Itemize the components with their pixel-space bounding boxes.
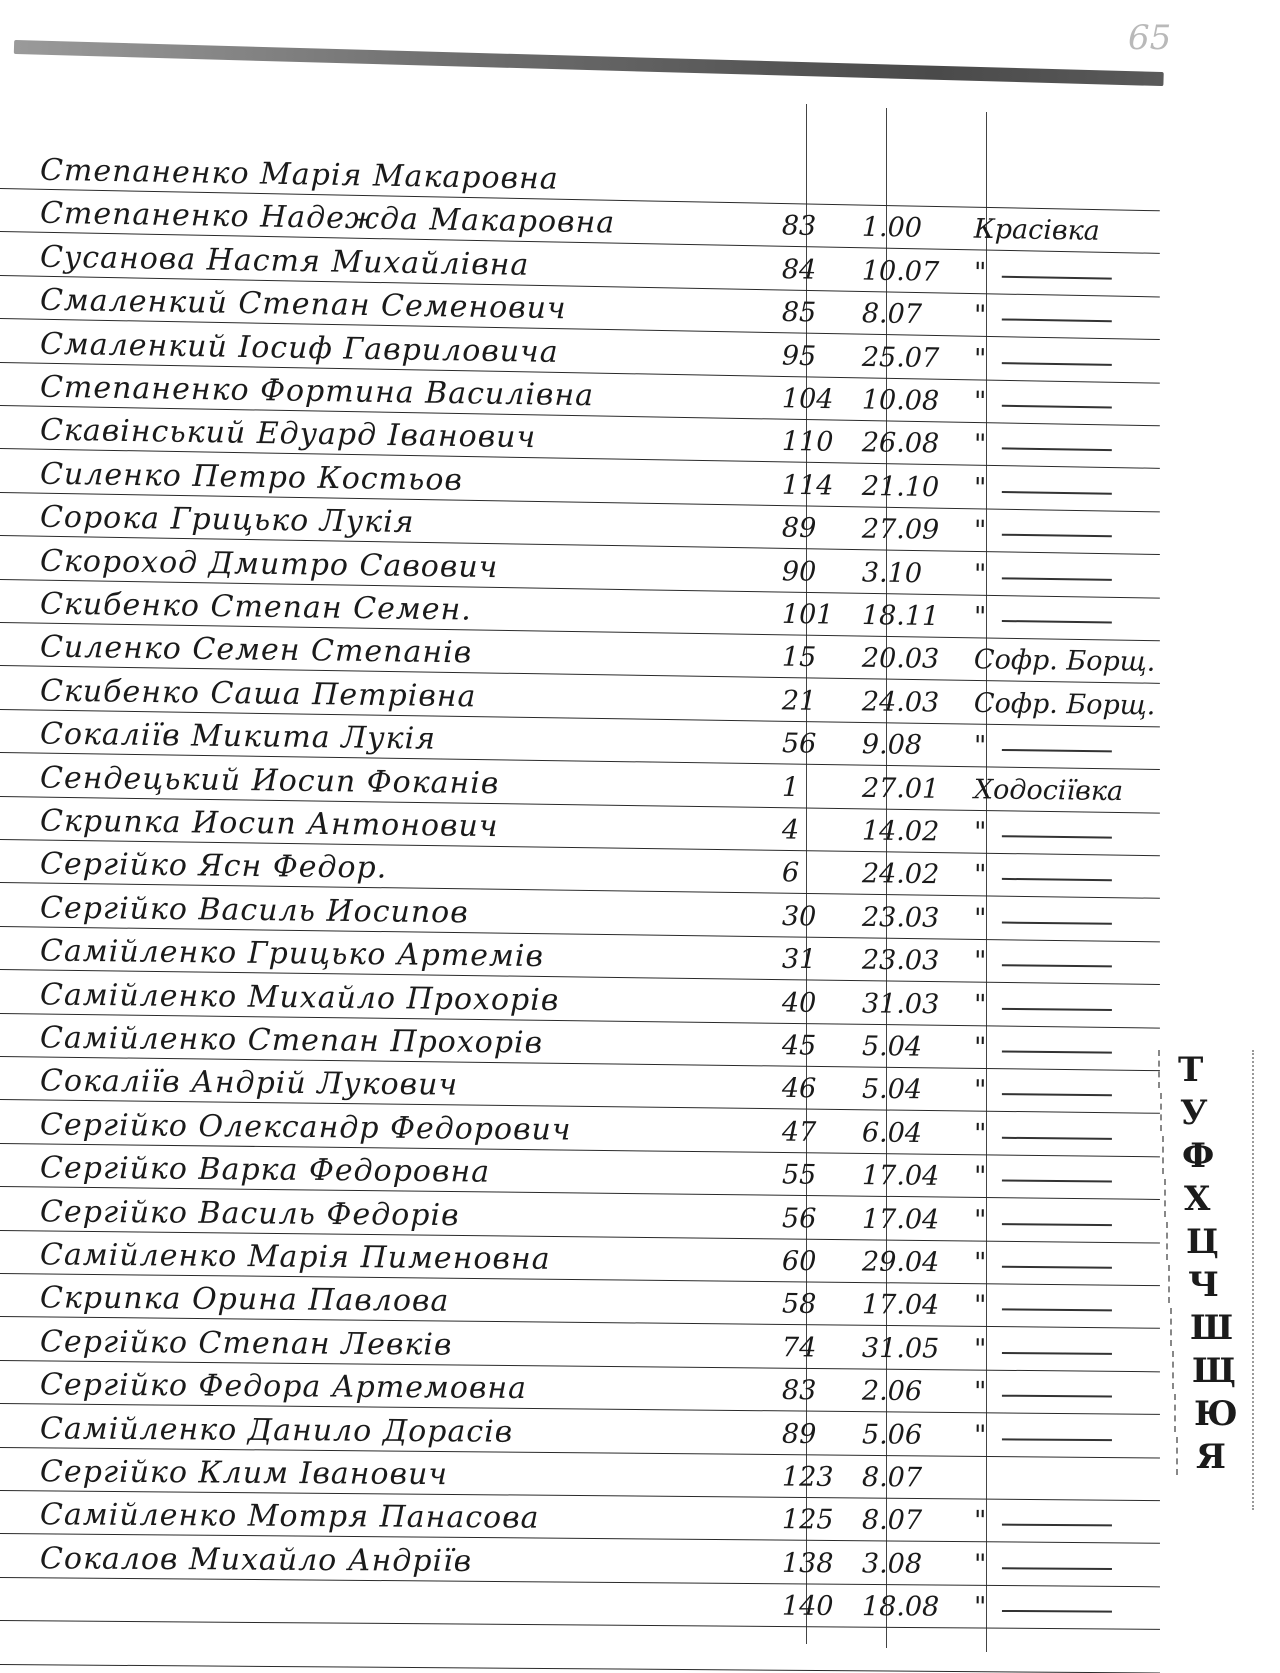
entry-number: 125 [781, 1504, 834, 1536]
entry-date: 5.04 [861, 1031, 923, 1063]
index-tab[interactable]: Х [1164, 1179, 1256, 1217]
ditto-dash [1002, 878, 1112, 881]
entry-number: 6 [781, 857, 800, 889]
entry-date: 10.08 [861, 384, 940, 417]
ditto-dash [1002, 835, 1112, 838]
entry-number: 55 [781, 1159, 817, 1191]
entry-place: " [973, 1161, 987, 1193]
entry-place: " [973, 386, 987, 418]
entry-number: 89 [781, 512, 817, 545]
entry-place: Ходосіївка [973, 773, 1124, 807]
entry-date: 3.08 [861, 1548, 923, 1580]
entry-place: Красівка [973, 214, 1101, 248]
entry-place: " [973, 1419, 987, 1451]
entry-place: " [973, 1548, 987, 1580]
entry-date: 25.07 [861, 341, 940, 374]
index-tab[interactable]: Т [1158, 1050, 1250, 1088]
entry-name: Сергійко Варка Федоровна [39, 1150, 491, 1190]
ditto-dash [1002, 276, 1112, 280]
entry-number: 84 [781, 253, 817, 286]
entry-name: Сусанова Настя Михайлівна [39, 239, 530, 283]
ditto-dash [1002, 534, 1112, 538]
ditto-dash [1002, 1610, 1112, 1613]
entry-number: 1 [781, 771, 800, 803]
entry-number: 83 [781, 1375, 817, 1407]
entry-name: Сергійко Ясн Федор. [39, 846, 388, 886]
ditto-dash [1002, 448, 1112, 452]
entry-date: 2.06 [861, 1375, 923, 1408]
ditto-dash [1002, 1007, 1112, 1010]
entry-name: Сергійко Клим Іванович [39, 1454, 449, 1493]
entry-date: 24.02 [861, 858, 940, 891]
entry-name: Сорока Грицько Лукія [39, 499, 415, 541]
entry-number: 56 [781, 1202, 817, 1235]
entry-date: 23.03 [861, 901, 940, 934]
entry-number: 114 [781, 469, 834, 502]
top-binding-strip [14, 40, 1164, 86]
ditto-dash [1002, 1567, 1112, 1570]
entry-date: 23.03 [861, 944, 940, 977]
alphabet-index-tabs [1158, 1050, 1258, 1510]
entry-name: Сокаліїв Микита Лукія [39, 716, 437, 757]
ditto-dash [1002, 1223, 1112, 1226]
entry-name: Сергійко Степан Левків [39, 1324, 453, 1363]
entry-name: Скибенко Степан Семен. [39, 586, 473, 628]
entry-row [0, 1493, 1150, 1543]
entry-name: Степаненко Фортина Василівна [39, 369, 595, 414]
ruled-line [0, 1664, 1160, 1673]
ditto-dash [1002, 1050, 1112, 1053]
entry-number: 83 [781, 210, 817, 243]
entry-name: Сергійко Федора Артемовна [39, 1367, 528, 1407]
entry-place: " [973, 558, 987, 590]
entry-name: Сергійко Василь Иосипов [39, 890, 469, 931]
entry-date: 9.08 [861, 729, 923, 762]
entry-number: 74 [781, 1332, 817, 1364]
entry-row [0, 1363, 1150, 1414]
entry-number: 40 [781, 987, 817, 1019]
entry-place: " [973, 1075, 987, 1107]
ditto-dash [1002, 964, 1112, 967]
entry-place: " [973, 1333, 987, 1365]
entry-name: Скавінський Едуард Іванович [39, 413, 537, 456]
entry-date: 27.01 [861, 772, 940, 805]
index-tab[interactable]: Ю [1174, 1394, 1266, 1432]
entry-name: Степаненко Надежда Макаровна [39, 196, 616, 241]
entry-date: 26.08 [861, 427, 940, 460]
entry-date: 29.04 [861, 1246, 940, 1279]
entry-place: " [973, 1376, 987, 1408]
entry-date: 17.04 [861, 1203, 940, 1236]
ditto-dash [1002, 1395, 1112, 1398]
index-tab[interactable]: Я [1176, 1437, 1268, 1475]
entry-row [0, 1450, 1150, 1500]
entry-place: " [973, 1032, 987, 1064]
entry-place: Софр. Борщ. [973, 687, 1156, 722]
entry-place: " [973, 859, 987, 892]
entry-date [862, 169, 972, 171]
entry-name: Сендецький Иосип Фоканів [39, 760, 500, 801]
entry-place: " [973, 903, 987, 935]
entry-date: 31.03 [861, 987, 940, 1020]
entry-row [0, 1407, 1150, 1457]
entry-date: 17.04 [861, 1289, 940, 1322]
entry-name: Скороход Дмитро Савович [39, 543, 499, 585]
ditto-dash [1002, 491, 1112, 495]
entry-name: Смаленкий Іосиф Гавриловича [39, 326, 559, 370]
entry-number: 47 [781, 1116, 817, 1148]
entry-number: 45 [781, 1030, 817, 1062]
ditto-dash [1002, 1266, 1112, 1269]
entry-name: Скрипка Орина Павлова [39, 1280, 450, 1320]
entry-number: 95 [781, 340, 817, 372]
entry-date: 10.07 [861, 255, 940, 288]
index-tab[interactable]: Ч [1168, 1265, 1260, 1303]
entry-number: 31 [781, 943, 817, 976]
ditto-dash [1002, 1137, 1112, 1140]
entry-date: 24.03 [861, 686, 940, 719]
ditto-dash [1002, 1094, 1112, 1097]
entry-number: 4 [781, 814, 800, 846]
entry-number: 46 [781, 1073, 817, 1105]
entry-date: 8.07 [861, 298, 923, 331]
entry-name: Самійленко Мотря Панасова [39, 1497, 540, 1536]
entry-date: 21.10 [861, 470, 940, 503]
ditto-dash [1002, 577, 1112, 581]
entry-name: Силенко Семен Степанів [39, 629, 473, 671]
entry-name: Сергійко Василь Федорів [39, 1193, 460, 1233]
entry-place: " [973, 472, 987, 504]
entry-date: 5.04 [861, 1074, 923, 1106]
ditto-dash [1002, 921, 1112, 924]
entry-number: 90 [781, 555, 817, 588]
entry-name: Скибенко Саша Петрівна [39, 673, 477, 715]
ditto-dash [1002, 319, 1112, 323]
entry-number: 138 [781, 1547, 834, 1580]
entry-number: 56 [781, 728, 817, 760]
entry-date: 14.02 [861, 815, 940, 848]
entry-number: 15 [781, 642, 817, 674]
index-tab[interactable]: Ц [1166, 1222, 1258, 1260]
entry-place: " [973, 515, 987, 547]
entry-place: " [973, 730, 987, 762]
entry-place: " [973, 946, 987, 978]
entry-number: 21 [781, 685, 817, 717]
entry-name: Сокалов Михайло Андріїв [39, 1541, 473, 1579]
entry-number: 58 [781, 1288, 817, 1321]
entry-date: 27.09 [861, 513, 940, 546]
entry-name: Сергійко Олександр Федорович [39, 1107, 572, 1148]
entry-place: " [973, 429, 987, 461]
entry-place: " [973, 1591, 987, 1624]
entry-date: 20.03 [861, 643, 940, 676]
entry-place: " [973, 1247, 987, 1279]
entry-name: Скрипка Иосип Антонович [39, 803, 499, 845]
entry-name: Самійленко Грицько Артемів [39, 933, 545, 975]
entry-date: 8.07 [861, 1505, 923, 1537]
entry-date: 3.10 [861, 556, 923, 589]
index-tab[interactable]: Ф [1162, 1136, 1254, 1174]
index-tab[interactable]: У [1160, 1093, 1252, 1131]
entry-place: " [973, 1290, 987, 1322]
ditto-dash [1002, 1352, 1112, 1355]
entry-date: 18.08 [861, 1591, 940, 1623]
entry-place: " [973, 816, 987, 849]
entry-date: 8.07 [861, 1462, 923, 1494]
entry-row [0, 1276, 1150, 1328]
entry-place: " [973, 257, 987, 289]
page-number: 65 [1128, 18, 1172, 58]
ditto-dash [1002, 749, 1112, 752]
entry-date: 31.05 [861, 1332, 940, 1365]
entry-number: 30 [781, 900, 817, 933]
entry-number: 104 [781, 383, 834, 416]
entry-number: 60 [781, 1245, 817, 1278]
entry-number: 89 [781, 1418, 817, 1450]
entry-place: " [973, 1505, 987, 1537]
entry-number: 110 [781, 426, 834, 459]
entry-name: Самійленко Данило Дорасів [39, 1410, 514, 1450]
ditto-dash [1002, 1309, 1112, 1312]
entry-place: " [973, 343, 987, 375]
entry-name: Самійленко Марія Пименовна [39, 1237, 551, 1277]
ditto-dash [1002, 405, 1112, 409]
ditto-dash [1002, 362, 1112, 366]
entry-number: 85 [781, 297, 817, 329]
ditto-dash [1002, 1180, 1112, 1183]
entry-place: " [973, 601, 987, 633]
entry-name: Степаненко Марія Макаровна [39, 152, 559, 197]
entry-date: 1.00 [861, 212, 923, 245]
entry-number: 123 [781, 1461, 834, 1493]
entry-place: " [973, 300, 987, 332]
entry-place: " [973, 989, 987, 1021]
entry-place: " [973, 1118, 987, 1150]
ditto-dash [1002, 1524, 1112, 1527]
index-tab[interactable]: Щ [1172, 1351, 1264, 1389]
entry-row [0, 1537, 1150, 1586]
entry-date: 6.04 [861, 1117, 923, 1149]
entry-name: Самійленко Степан Прохорів [39, 1020, 544, 1061]
entry-date: 18.11 [861, 600, 940, 633]
entry-place: Софр. Борщ. [973, 644, 1156, 679]
entry-name: Смаленкий Степан Семенович [39, 282, 567, 327]
ditto-dash [1002, 1438, 1112, 1441]
entry-place: " [973, 1204, 987, 1236]
entry-name: Сокаліїв Андрій Лукович [39, 1063, 459, 1104]
index-tab[interactable]: Ш [1170, 1308, 1262, 1346]
entry-number: 101 [781, 598, 834, 631]
entry-row [0, 1580, 1150, 1629]
ditto-dash [1002, 620, 1112, 624]
entry-name: Силенко Петро Костьов [39, 456, 464, 498]
entry-name: Самійленко Михайло Прохорів [39, 977, 560, 1018]
entry-number [782, 168, 852, 169]
entry-number: 140 [781, 1590, 834, 1623]
entry-date: 5.06 [861, 1418, 923, 1451]
entry-date: 17.04 [861, 1160, 940, 1193]
